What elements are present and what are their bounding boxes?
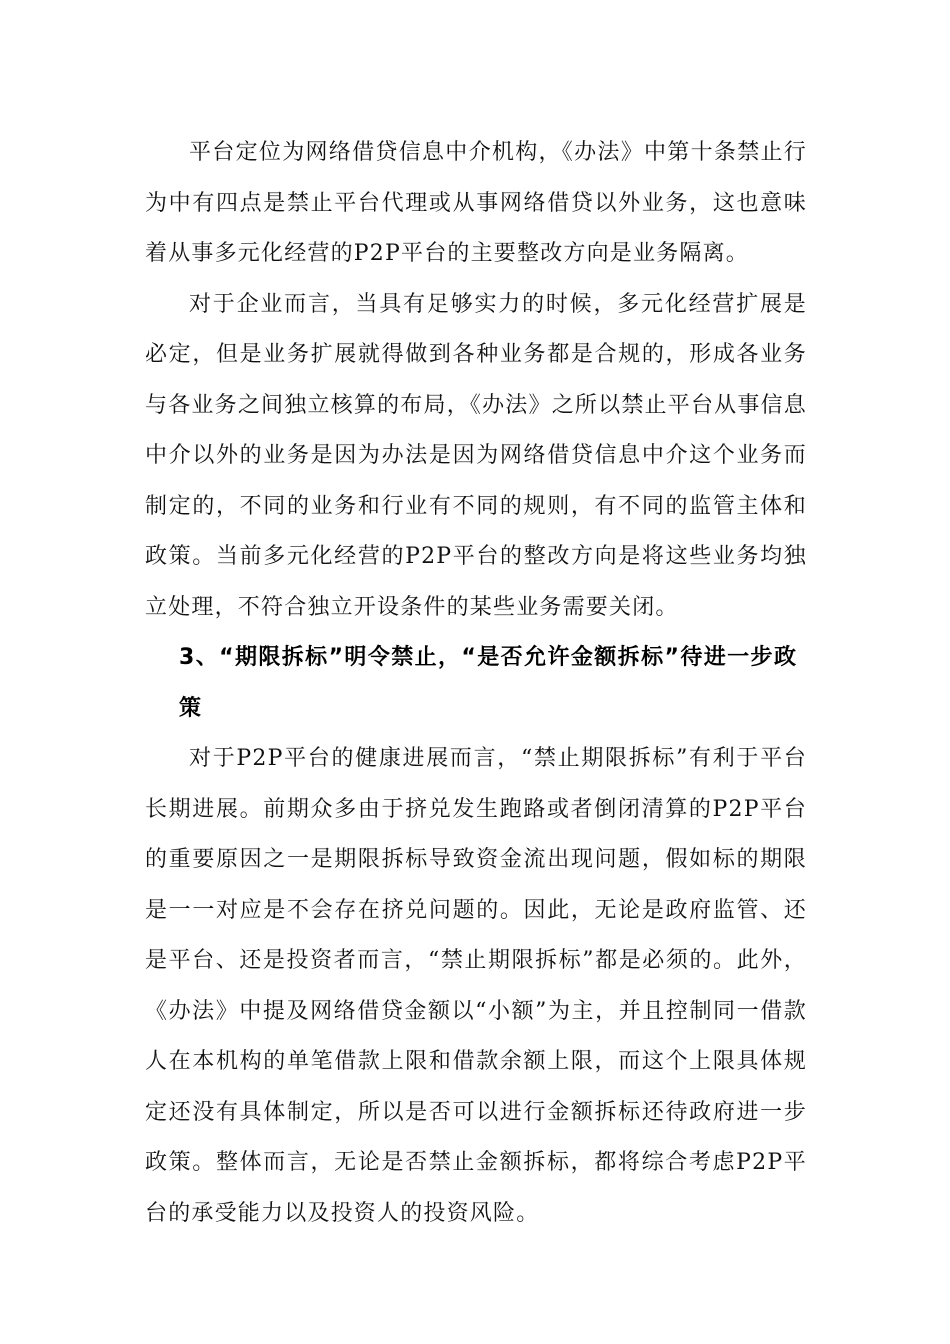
document-body [145,128,807,1239]
paragraph-business-isolation: 平台定位为网络借贷信息中介机构，《办法》中第十条禁止行为中有四点是禁止平台代理或从事网络借贷以外业务，这也意味着从事多元化经营的P2P平台的主要整改方向是业务隔离。 [145,140,807,266]
paragraph-term-splitting: 对于P2P平台的健康进展而言，“禁止期限拆标”有利于平台长期进展。前期众多由于挤兑发生跑路或者倒闭清算的P2P平台的重要原因之一是期限拆标导致资金流出现问题，假如标的期限是一一对应是不会存在挤兑问题的。因此，无论是政府监管、还是平台、还是投资者而言，“禁止期限拆标”都是必须的。此外，《办法》中提及网络借贷金额以“小额”为主，并且控制同一借款人在本机构的单笔借款上限和借款余额上限，而这个上限具体规定还没有具体制定，所以是否可以进行金额拆标还待政府进一步政策。整体而言，无论是否禁止金额拆标，都将综合考虑P2P平台的承受能力以及投资人的投资风险。 [145,746,807,1226]
paragraph-diversified-operations: 对于企业而言，当具有足够实力的时候，多元化经营扩展是必定，但是业务扩展就得做到各种业务都是合规的，形成各业务与各业务之间独立核算的布局，《办法》之所以禁止平台从事信息中介以外的业务是因为办法是因为网络借贷信息中介这个业务而制定的，不同的业务和行业有不同的规则，有不同的监管主体和政策。当前多元化经营的P2P平台的整改方向是将这些业务均独立处理，不符合独立开设条件的某些业务需要关闭。 [145,291,807,620]
section-heading-3: 3、“期限拆标”明令禁止，“是否允许金额拆标”待进一步政策 [179,645,798,721]
